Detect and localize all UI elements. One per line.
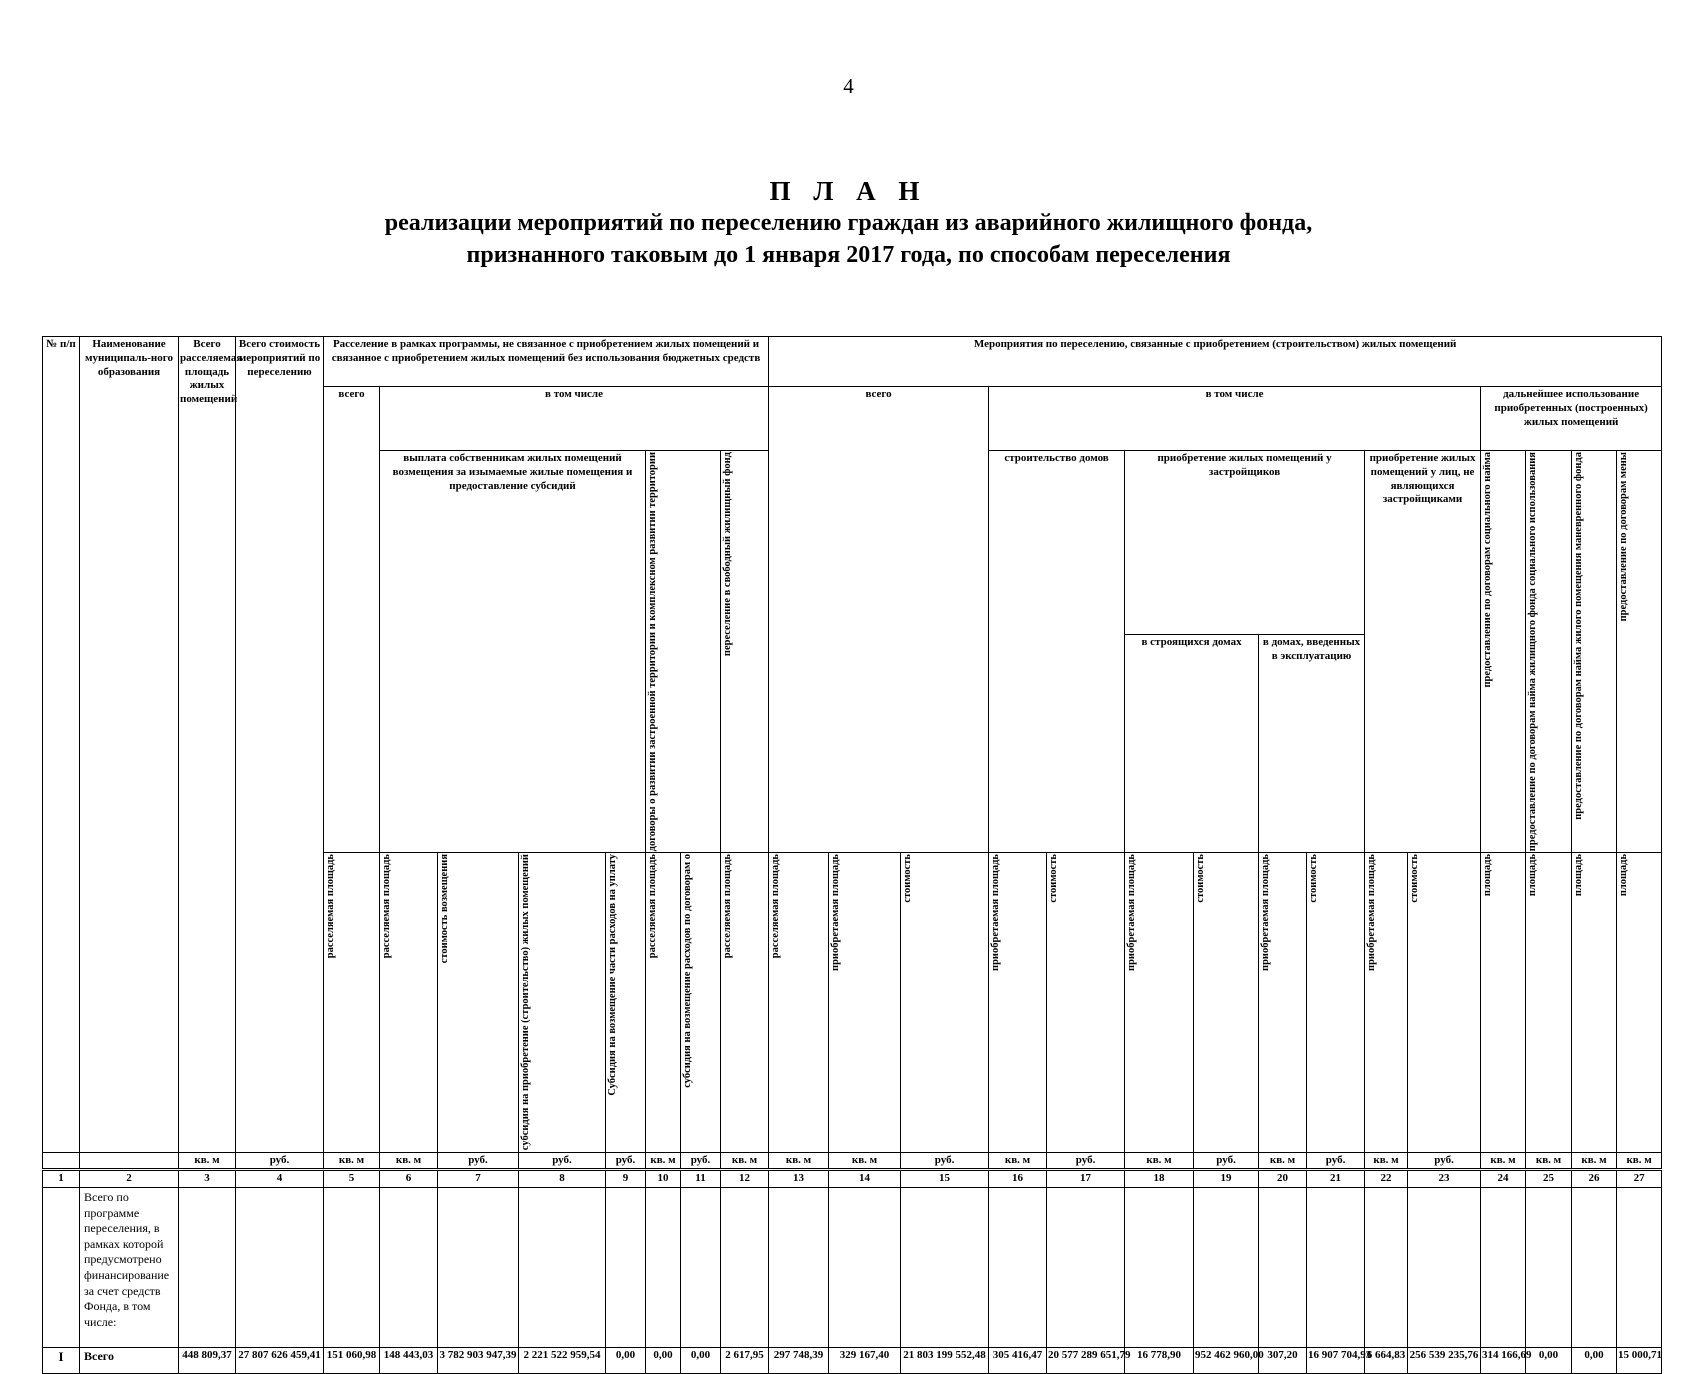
unit-cell: кв. м — [989, 1152, 1047, 1170]
header-b-total: всего — [769, 387, 989, 853]
header-from-non-developers: приобретение жилых помещений у лиц, не являющихся застройщиками — [1365, 451, 1481, 853]
header-commissioned: в домах, введенных в эксплуатацию — [1259, 634, 1365, 852]
total-value: 0,00 — [681, 1348, 721, 1374]
column-number: 4 — [236, 1170, 324, 1188]
column-number: 1 — [43, 1170, 80, 1188]
column-number: 11 — [681, 1170, 721, 1188]
leaf-header-c12: расселяемая площадь — [721, 853, 769, 1152]
description-cell — [901, 1188, 989, 1348]
unit-cell: руб. — [901, 1152, 989, 1170]
leaf-header-c9: Субсидия на возмещение части расходов на уплату — [606, 853, 646, 1152]
leaf-header-c16: приобретаемая площадь — [989, 853, 1047, 1152]
column-number: 27 — [1617, 1170, 1662, 1188]
description-cell — [989, 1188, 1047, 1348]
header-payout: выплата собственникам жилых помещений возмещения за изымаемые жилые помещения и предоставление субсидий — [380, 451, 646, 853]
total-value: 16 778,90 — [1125, 1348, 1194, 1374]
leaf-header-c22: приобретаемая площадь — [1365, 853, 1408, 1152]
header-free-fund: переселение в свободный жилищный фонд — [721, 451, 769, 853]
unit-cell: кв. м — [1259, 1152, 1307, 1170]
total-value: 305 416,47 — [989, 1348, 1047, 1374]
column-number: 21 — [1307, 1170, 1365, 1188]
unit-cell: руб. — [681, 1152, 721, 1170]
leaf-header-c21: стоимость — [1307, 853, 1365, 1152]
unit-cell: кв. м — [1572, 1152, 1617, 1170]
document-subtitle-line-1: реализации мероприятий по переселению граждан из аварийного жилищного фонда, — [384, 210, 1313, 236]
column-number: 5 — [324, 1170, 380, 1188]
unit-cell: кв. м — [380, 1152, 438, 1170]
total-value: 0,00 — [1526, 1348, 1572, 1374]
unit-cell: кв. м — [179, 1152, 236, 1170]
header-num: № п/п — [43, 337, 80, 1153]
unit-cell: руб. — [606, 1152, 646, 1170]
unit-cell: кв. м — [1526, 1152, 1572, 1170]
header-exchange: предоставление по договорам мены — [1617, 451, 1662, 853]
unit-cell: кв. м — [721, 1152, 769, 1170]
description-cell — [1307, 1188, 1365, 1348]
description-cell — [236, 1188, 324, 1348]
header-build-houses: строительство домов — [989, 451, 1125, 853]
column-number: 23 — [1408, 1170, 1481, 1188]
leaf-header-c26: площадь — [1572, 853, 1617, 1152]
unit-cell: руб. — [519, 1152, 606, 1170]
column-number: 17 — [1047, 1170, 1125, 1188]
header-row-1 — [43, 337, 1662, 387]
unit-cell: руб. — [438, 1152, 519, 1170]
header-a-including: в том числе — [380, 387, 769, 451]
header-total-cost: Всего стоимость мероприятий по переселению — [236, 337, 324, 1153]
description-cell — [43, 1188, 80, 1348]
units-row — [43, 1152, 1662, 1170]
total-value: 307,20 — [1259, 1348, 1307, 1374]
total-value: 2 617,95 — [721, 1348, 769, 1374]
leaf-header-c14: приобретаемая площадь — [829, 853, 901, 1152]
page-number: 4 — [843, 74, 854, 98]
leaf-header-c8: субсидия на приобретение (строительство) жилых помещений — [519, 853, 606, 1152]
leaf-header-c7: стоимость возмещения — [438, 853, 519, 1152]
total-row-label: Всего — [80, 1348, 179, 1374]
unit-cell: руб. — [1307, 1152, 1365, 1170]
total-value: 15 000,71 — [1617, 1348, 1662, 1374]
header-group-acquisition: Мероприятия по переселению, связанные с приобретением (строительством) жилых помещений — [769, 337, 1662, 387]
document-subtitle-line-2: признанного таковым до 1 января 2017 года, по способам переселения — [466, 242, 1231, 268]
column-numbers-row — [43, 1170, 1662, 1188]
leaf-header-c15: стоимость — [901, 853, 989, 1152]
total-row-number: I — [43, 1348, 80, 1374]
description-cell — [380, 1188, 438, 1348]
column-number: 7 — [438, 1170, 519, 1188]
leaf-header-c19: стоимость — [1194, 853, 1259, 1152]
description-cell — [829, 1188, 901, 1348]
unit-cell: руб. — [1408, 1152, 1481, 1170]
total-value: 329 167,40 — [829, 1348, 901, 1374]
description-cell — [606, 1188, 646, 1348]
document-title: П Л А Н — [769, 176, 928, 206]
total-value: 20 577 289 651,79 — [1047, 1348, 1125, 1374]
description-cell — [324, 1188, 380, 1348]
column-number: 3 — [179, 1170, 236, 1188]
total-value: 0,00 — [606, 1348, 646, 1374]
leaf-header-c17: стоимость — [1047, 853, 1125, 1152]
description-cell — [1194, 1188, 1259, 1348]
total-value: 27 807 626 459,41 — [236, 1348, 324, 1374]
unit-cell: руб. — [1047, 1152, 1125, 1170]
description-cell — [519, 1188, 606, 1348]
header-b-including: в том числе — [989, 387, 1481, 451]
leaf-header-c5: расселяемая площадь — [324, 853, 380, 1152]
total-value: 3 782 903 947,39 — [438, 1348, 519, 1374]
total-value: 952 462 960,00 — [1194, 1348, 1259, 1374]
header-group-no-budget: Расселение в рамках программы, не связанное с приобретением жилых помещений и связанное с приобретением жилых помещений без использования бюджетных средств — [324, 337, 769, 387]
unit-cell: кв. м — [1481, 1152, 1526, 1170]
header-from-developers: приобретение жилых помещений у застройщиков — [1125, 451, 1365, 635]
column-number: 18 — [1125, 1170, 1194, 1188]
column-number: 24 — [1481, 1170, 1526, 1188]
total-value: 448 809,37 — [179, 1348, 236, 1374]
column-number: 14 — [829, 1170, 901, 1188]
header-social-rent: предоставление по договорам социального найма — [1481, 451, 1526, 853]
unit-cell — [80, 1152, 179, 1170]
column-number: 22 — [1365, 1170, 1408, 1188]
column-number: 6 — [380, 1170, 438, 1188]
header-development-contracts: договоры о развитии застроенной территории и комплексном развитии территории — [646, 451, 721, 853]
header-under-construction: в строящихся домах — [1125, 634, 1259, 852]
description-cell — [1572, 1188, 1617, 1348]
description-cell — [1481, 1188, 1526, 1348]
column-number: 19 — [1194, 1170, 1259, 1188]
column-number: 20 — [1259, 1170, 1307, 1188]
header-further-use: дальнейшее использование приобретенных (построенных) жилых помещений — [1481, 387, 1662, 451]
description-cell — [1259, 1188, 1307, 1348]
description-row — [43, 1188, 1662, 1348]
total-value: 16 907 704,93 — [1307, 1348, 1365, 1374]
leaf-header-c10: расселяемая площадь — [646, 853, 681, 1152]
header-maneuver-fund: предоставление по договорам найма жилого помещения маневренного фонда — [1572, 451, 1617, 853]
unit-cell: руб. — [1194, 1152, 1259, 1170]
column-number: 8 — [519, 1170, 606, 1188]
leaf-header-c6: расселяемая площадь — [380, 853, 438, 1152]
total-value: 151 060,98 — [324, 1348, 380, 1374]
column-number: 2 — [80, 1170, 179, 1188]
total-value: 21 803 199 552,48 — [901, 1348, 989, 1374]
description-cell — [721, 1188, 769, 1348]
column-number: 25 — [1526, 1170, 1572, 1188]
unit-cell: кв. м — [829, 1152, 901, 1170]
description-cell — [646, 1188, 681, 1348]
total-value: 148 443,03 — [380, 1348, 438, 1374]
leaf-header-c23: стоимость — [1408, 853, 1481, 1152]
description-cell — [1617, 1188, 1662, 1348]
unit-cell: кв. м — [769, 1152, 829, 1170]
leaf-header-c24: площадь — [1481, 853, 1526, 1152]
total-value: 6 664,83 — [1365, 1348, 1408, 1374]
column-number: 9 — [606, 1170, 646, 1188]
total-value: 0,00 — [646, 1348, 681, 1374]
description-cell — [1408, 1188, 1481, 1348]
unit-cell: руб. — [236, 1152, 324, 1170]
column-number: 26 — [1572, 1170, 1617, 1188]
leaf-header-c18: приобретаемая площадь — [1125, 853, 1194, 1152]
description-cell — [681, 1188, 721, 1348]
unit-cell: кв. м — [1365, 1152, 1408, 1170]
description-cell — [438, 1188, 519, 1348]
description-cell — [1047, 1188, 1125, 1348]
program-description: Всего по программе переселения, в рамках которой предусмотрено финансирование за счет средств Фонда, в том числе: — [80, 1188, 179, 1348]
total-value: 0,00 — [1572, 1348, 1617, 1374]
column-number: 12 — [721, 1170, 769, 1188]
column-number: 16 — [989, 1170, 1047, 1188]
total-row — [43, 1348, 1662, 1374]
leaf-header-c20: приобретаемая площадь — [1259, 853, 1307, 1152]
leaf-header-c25: площадь — [1526, 853, 1572, 1152]
leaf-header-c27: площадь — [1617, 853, 1662, 1152]
total-value: 256 539 235,76 — [1408, 1348, 1481, 1374]
header-municipality: Наименование муниципаль-ного образования — [80, 337, 179, 1153]
header-a-total: всего — [324, 387, 380, 853]
total-value: 314 166,69 — [1481, 1348, 1526, 1374]
unit-cell: кв. м — [324, 1152, 380, 1170]
plan-table — [42, 336, 1662, 1374]
description-cell — [1365, 1188, 1408, 1348]
column-number: 10 — [646, 1170, 681, 1188]
unit-cell: кв. м — [646, 1152, 681, 1170]
column-number: 15 — [901, 1170, 989, 1188]
unit-cell: кв. м — [1125, 1152, 1194, 1170]
description-cell — [179, 1188, 236, 1348]
description-cell — [769, 1188, 829, 1348]
description-cell — [1526, 1188, 1572, 1348]
unit-cell: кв. м — [1617, 1152, 1662, 1170]
total-value: 297 748,39 — [769, 1348, 829, 1374]
unit-cell — [43, 1152, 80, 1170]
column-number: 13 — [769, 1170, 829, 1188]
leaf-header-c11: субсидия на возмещение расходов по договорам о — [681, 853, 721, 1152]
description-cell — [1125, 1188, 1194, 1348]
leaf-header-c13: расселяемая площадь — [769, 853, 829, 1152]
header-total-area: Всего расселяемая площадь жилых помещений — [179, 337, 236, 1153]
header-social-use-rent: предоставление по договорам найма жилищного фонда социального использования — [1526, 451, 1572, 853]
total-value: 2 221 522 959,54 — [519, 1348, 606, 1374]
